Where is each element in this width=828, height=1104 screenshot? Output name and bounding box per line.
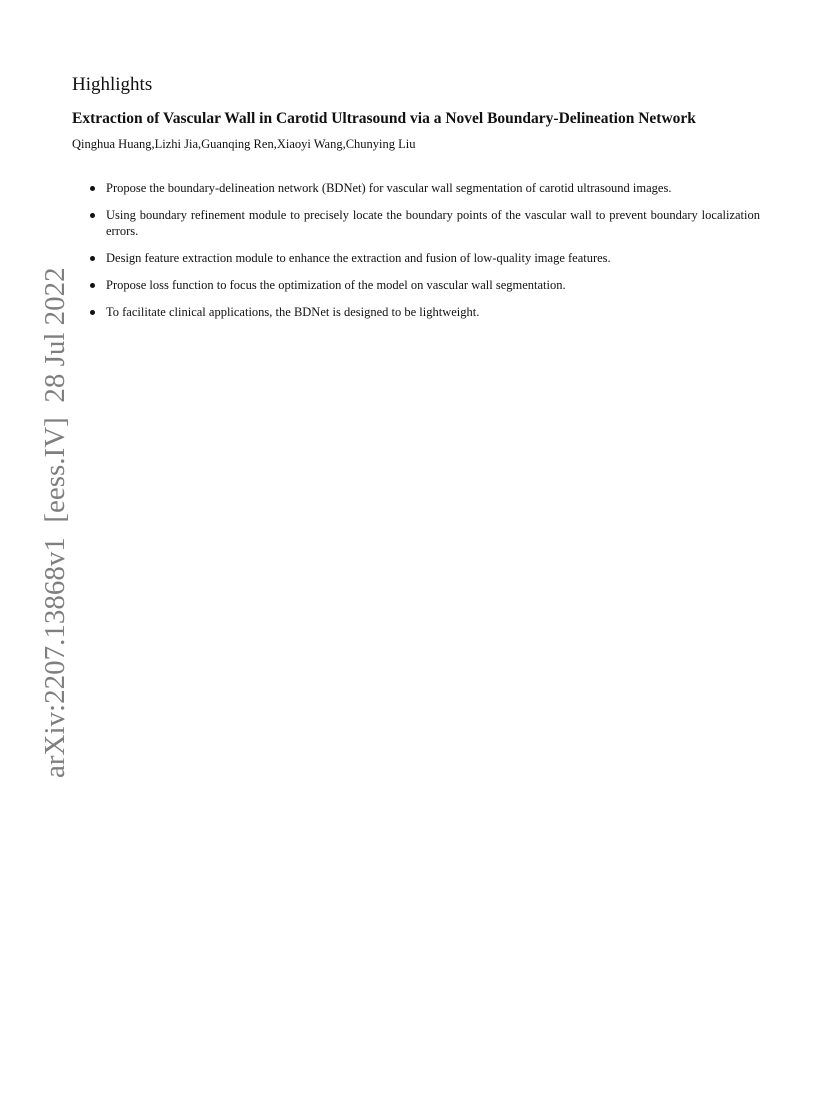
- bullet-icon: [90, 256, 95, 261]
- arxiv-identifier: arXiv:2207.13868v1 [eess.IV] 28 Jul 2022: [39, 267, 71, 778]
- highlights-list: [90, 180, 760, 331]
- highlight-text: Propose loss function to focus the optimization of the model on vascular wall segmentation.: [106, 278, 566, 292]
- highlight-text: Design feature extraction module to enhance the extraction and fusion of low-quality image features.: [106, 251, 611, 265]
- highlight-item: [90, 304, 760, 320]
- highlight-item: [90, 207, 760, 239]
- bullet-icon: [90, 213, 95, 218]
- bullet-icon: [90, 310, 95, 315]
- highlight-text: Using boundary refinement module to precisely locate the boundary points of the vascular wall to prevent boundary localization errors.: [106, 208, 760, 238]
- paper-title: Extraction of Vascular Wall in Carotid Ultrasound via a Novel Boundary-Delineation Network: [72, 110, 696, 127]
- section-heading: Highlights: [72, 74, 153, 95]
- bullet-icon: [90, 186, 95, 191]
- arxiv-stamp: [18, 267, 71, 795]
- highlight-item: [90, 277, 760, 293]
- highlight-item: [90, 250, 760, 266]
- highlight-text: To facilitate clinical applications, the BDNet is designed to be lightweight.: [106, 305, 480, 319]
- highlight-text: Propose the boundary-delineation network (BDNet) for vascular wall segmentation of carotid ultrasound images.: [106, 181, 672, 195]
- highlight-item: [90, 180, 760, 196]
- author-list: Qinghua Huang,Lizhi Jia,Guanqing Ren,Xiaoyi Wang,Chunying Liu: [72, 137, 416, 151]
- bullet-icon: [90, 283, 95, 288]
